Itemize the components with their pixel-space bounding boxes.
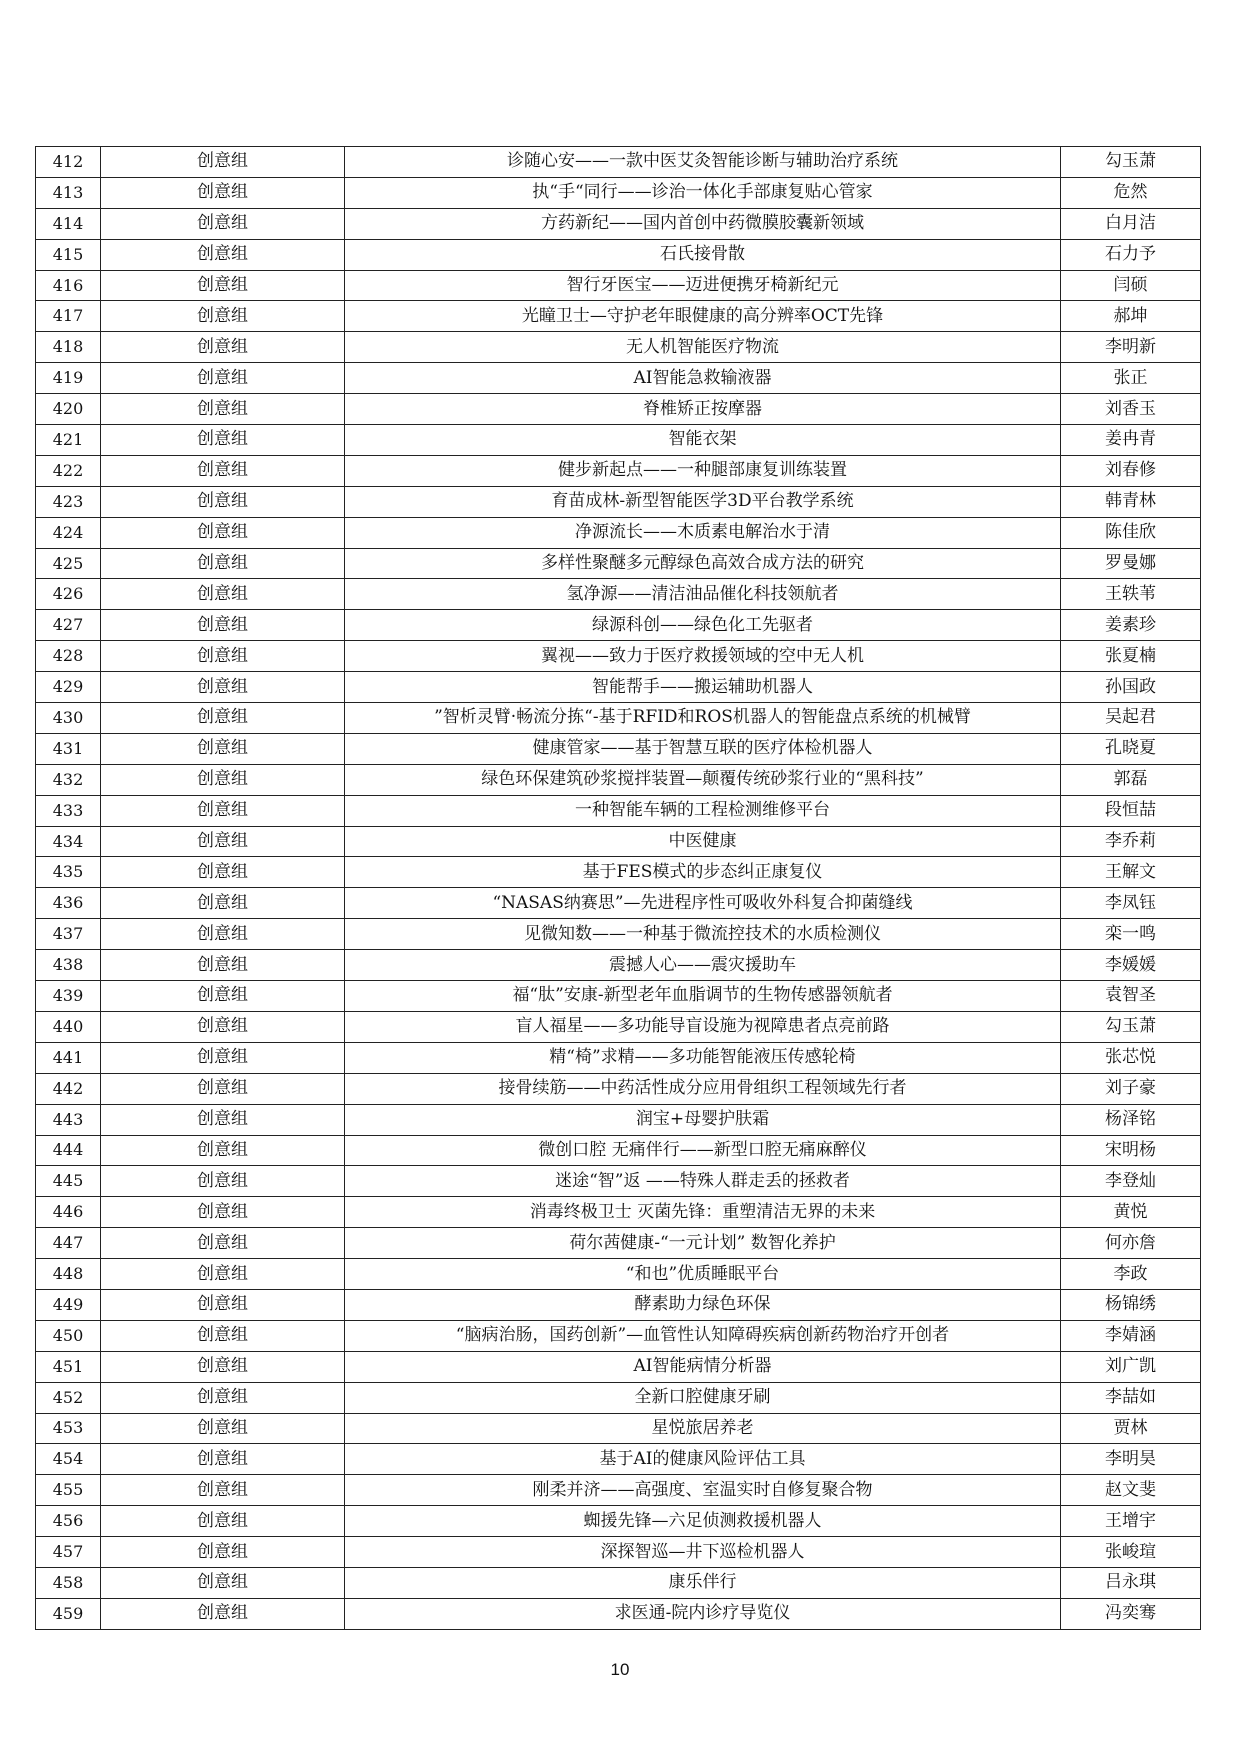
table-row [36, 1104, 1201, 1135]
project-name-cell: 基于FES模式的步态纠正康复仪 [345, 857, 1061, 888]
project-name-cell: 酵素助力绿色环保 [345, 1289, 1061, 1320]
group-cell: 创意组 [101, 425, 345, 456]
leader-name-cell: 吕永琪 [1061, 1567, 1201, 1598]
table-row [36, 703, 1201, 734]
group-cell: 创意组 [101, 517, 345, 548]
row-number-cell: 445 [36, 1166, 101, 1197]
leader-name-cell: 李政 [1061, 1259, 1201, 1290]
project-name-cell: 氢净源——清洁油品催化科技领航者 [345, 579, 1061, 610]
leader-name-cell: 王解文 [1061, 857, 1201, 888]
table-row [36, 1166, 1201, 1197]
page-number: 10 [610, 1660, 630, 1679]
group-cell: 创意组 [101, 239, 345, 270]
project-name-cell: 见微知数——一种基于微流控技术的水质检测仪 [345, 919, 1061, 950]
row-number-cell: 457 [36, 1537, 101, 1568]
project-name-cell: 刚柔并济——高强度、室温实时自修复聚合物 [345, 1475, 1061, 1506]
table-row [36, 1011, 1201, 1042]
project-name-cell: “NASAS纳赛思”—先进程序性可吸收外科复合抑菌缝线 [345, 888, 1061, 919]
leader-name-cell: 杨锦绣 [1061, 1289, 1201, 1320]
leader-name-cell: 王轶苇 [1061, 579, 1201, 610]
group-cell: 创意组 [101, 764, 345, 795]
row-number-cell: 447 [36, 1228, 101, 1259]
table-row [36, 733, 1201, 764]
group-cell: 创意组 [101, 1475, 345, 1506]
group-cell: 创意组 [101, 641, 345, 672]
project-name-cell: 多样性聚醚多元醇绿色高效合成方法的研究 [345, 548, 1061, 579]
leader-name-cell: 李登灿 [1061, 1166, 1201, 1197]
project-name-cell: 接骨续筋——中药活性成分应用骨组织工程领域先行者 [345, 1073, 1061, 1104]
group-cell: 创意组 [101, 363, 345, 394]
group-cell: 创意组 [101, 672, 345, 703]
table-row [36, 548, 1201, 579]
row-number-cell: 448 [36, 1259, 101, 1290]
project-name-cell: 深探智巡—井下巡检机器人 [345, 1537, 1061, 1568]
project-name-cell: ”智析灵臂·畅流分拣“-基于RFID和ROS机器人的智能盘点系统的机械臂 [345, 703, 1061, 734]
leader-name-cell: 李乔莉 [1061, 826, 1201, 857]
table-row [36, 1382, 1201, 1413]
project-name-cell: 基于AI的健康风险评估工具 [345, 1444, 1061, 1475]
group-cell: 创意组 [101, 1228, 345, 1259]
group-cell: 创意组 [101, 795, 345, 826]
leader-name-cell: 赵文斐 [1061, 1475, 1201, 1506]
table-row [36, 1351, 1201, 1382]
group-cell: 创意组 [101, 1289, 345, 1320]
row-number-cell: 412 [36, 147, 101, 178]
row-number-cell: 418 [36, 332, 101, 363]
leader-name-cell: 刘春修 [1061, 455, 1201, 486]
table-row [36, 826, 1201, 857]
leader-name-cell: 张正 [1061, 363, 1201, 394]
row-number-cell: 458 [36, 1567, 101, 1598]
row-number-cell: 436 [36, 888, 101, 919]
table-body [36, 147, 1201, 1630]
row-number-cell: 423 [36, 486, 101, 517]
table-row [36, 1567, 1201, 1598]
group-cell: 创意组 [101, 733, 345, 764]
leader-name-cell: 杨泽铭 [1061, 1104, 1201, 1135]
leader-name-cell: 贾林 [1061, 1413, 1201, 1444]
project-name-cell: 消毒终极卫士 灭菌先锋：重塑清洁无界的未来 [345, 1197, 1061, 1228]
row-number-cell: 417 [36, 301, 101, 332]
table-row [36, 1320, 1201, 1351]
table-row [36, 950, 1201, 981]
group-cell: 创意组 [101, 919, 345, 950]
leader-name-cell: 李婧涵 [1061, 1320, 1201, 1351]
project-name-cell: “脑病治肠，国药创新”—血管性认知障碍疾病创新药物治疗开创者 [345, 1320, 1061, 1351]
group-cell: 创意组 [101, 1598, 345, 1629]
row-number-cell: 459 [36, 1598, 101, 1629]
leader-name-cell: 何亦詹 [1061, 1228, 1201, 1259]
project-name-cell: 健康管家——基于智慧互联的医疗体检机器人 [345, 733, 1061, 764]
leader-name-cell: 李凤钰 [1061, 888, 1201, 919]
row-number-cell: 429 [36, 672, 101, 703]
project-name-cell: 一种智能车辆的工程检测维修平台 [345, 795, 1061, 826]
group-cell: 创意组 [101, 486, 345, 517]
table-row [36, 455, 1201, 486]
group-cell: 创意组 [101, 455, 345, 486]
table-row [36, 486, 1201, 517]
project-name-cell: 智能衣架 [345, 425, 1061, 456]
project-name-cell: 方药新纪——国内首创中药微膜胶囊新领域 [345, 208, 1061, 239]
project-name-cell: 精“椅”求精——多功能智能液压传感轮椅 [345, 1042, 1061, 1073]
table-row [36, 1506, 1201, 1537]
table-row [36, 888, 1201, 919]
table-row [36, 177, 1201, 208]
group-cell: 创意组 [101, 1197, 345, 1228]
table-row [36, 1598, 1201, 1629]
row-number-cell: 453 [36, 1413, 101, 1444]
group-cell: 创意组 [101, 548, 345, 579]
group-cell: 创意组 [101, 888, 345, 919]
leader-name-cell: 姜冉青 [1061, 425, 1201, 456]
table-row [36, 332, 1201, 363]
row-number-cell: 416 [36, 270, 101, 301]
table-row [36, 795, 1201, 826]
table-row [36, 1259, 1201, 1290]
group-cell: 创意组 [101, 1259, 345, 1290]
row-number-cell: 425 [36, 548, 101, 579]
leader-name-cell: 韩青林 [1061, 486, 1201, 517]
project-name-cell: 康乐伴行 [345, 1567, 1061, 1598]
project-name-cell: 执“手“同行——诊治一体化手部康复贴心管家 [345, 177, 1061, 208]
row-number-cell: 450 [36, 1320, 101, 1351]
project-name-cell: 润宝+母婴护肤霜 [345, 1104, 1061, 1135]
leader-name-cell: 刘广凯 [1061, 1351, 1201, 1382]
group-cell: 创意组 [101, 1506, 345, 1537]
table-row [36, 1413, 1201, 1444]
leader-name-cell: 危然 [1061, 177, 1201, 208]
project-name-cell: 荷尔茜健康-“一元计划” 数智化养护 [345, 1228, 1061, 1259]
table-row [36, 1135, 1201, 1166]
table-row [36, 1228, 1201, 1259]
leader-name-cell: 郝坤 [1061, 301, 1201, 332]
leader-name-cell: 郭磊 [1061, 764, 1201, 795]
group-cell: 创意组 [101, 1444, 345, 1475]
row-number-cell: 422 [36, 455, 101, 486]
row-number-cell: 427 [36, 610, 101, 641]
project-name-cell: 绿源科创——绿色化工先驱者 [345, 610, 1061, 641]
table-row [36, 363, 1201, 394]
row-number-cell: 415 [36, 239, 101, 270]
group-cell: 创意组 [101, 332, 345, 363]
row-number-cell: 434 [36, 826, 101, 857]
leader-name-cell: 吴起君 [1061, 703, 1201, 734]
project-name-cell: AI智能病情分析器 [345, 1351, 1061, 1382]
leader-name-cell: 栾一鸣 [1061, 919, 1201, 950]
table-row [36, 270, 1201, 301]
project-name-cell: 健步新起点——一种腿部康复训练装置 [345, 455, 1061, 486]
leader-name-cell: 姜素珍 [1061, 610, 1201, 641]
table-row [36, 919, 1201, 950]
row-number-cell: 449 [36, 1289, 101, 1320]
project-name-cell: “和也”优质睡眠平台 [345, 1259, 1061, 1290]
table-row [36, 394, 1201, 425]
leader-name-cell: 宋明杨 [1061, 1135, 1201, 1166]
table-row [36, 610, 1201, 641]
table-row [36, 425, 1201, 456]
group-cell: 创意组 [101, 177, 345, 208]
group-cell: 创意组 [101, 610, 345, 641]
table-row [36, 301, 1201, 332]
group-cell: 创意组 [101, 1351, 345, 1382]
table-row [36, 239, 1201, 270]
leader-name-cell: 李明新 [1061, 332, 1201, 363]
row-number-cell: 441 [36, 1042, 101, 1073]
project-name-cell: 智能帮手——搬运辅助机器人 [345, 672, 1061, 703]
leader-name-cell: 孔晓夏 [1061, 733, 1201, 764]
group-cell: 创意组 [101, 981, 345, 1012]
row-number-cell: 454 [36, 1444, 101, 1475]
group-cell: 创意组 [101, 1104, 345, 1135]
leader-name-cell: 陈佳欣 [1061, 517, 1201, 548]
project-name-cell: 绿色环保建筑砂浆搅拌装置—颠覆传统砂浆行业的“黑科技” [345, 764, 1061, 795]
group-cell: 创意组 [101, 1537, 345, 1568]
group-cell: 创意组 [101, 579, 345, 610]
row-number-cell: 430 [36, 703, 101, 734]
project-name-cell: 智行牙医宝——迈进便携牙椅新纪元 [345, 270, 1061, 301]
row-number-cell: 456 [36, 1506, 101, 1537]
table-row [36, 1289, 1201, 1320]
row-number-cell: 431 [36, 733, 101, 764]
table-row [36, 1475, 1201, 1506]
table-row [36, 857, 1201, 888]
row-number-cell: 439 [36, 981, 101, 1012]
leader-name-cell: 张峻瑄 [1061, 1537, 1201, 1568]
group-cell: 创意组 [101, 1011, 345, 1042]
group-cell: 创意组 [101, 1567, 345, 1598]
group-cell: 创意组 [101, 147, 345, 178]
leader-name-cell: 白月洁 [1061, 208, 1201, 239]
row-number-cell: 438 [36, 950, 101, 981]
row-number-cell: 455 [36, 1475, 101, 1506]
row-number-cell: 424 [36, 517, 101, 548]
project-name-cell: 育苗成林-新型智能医学3D平台教学系统 [345, 486, 1061, 517]
row-number-cell: 451 [36, 1351, 101, 1382]
project-name-cell: 震撼人心——震灾援助车 [345, 950, 1061, 981]
row-number-cell: 432 [36, 764, 101, 795]
group-cell: 创意组 [101, 1382, 345, 1413]
leader-name-cell: 孙国政 [1061, 672, 1201, 703]
project-name-cell: 求医通-院内诊疗导览仪 [345, 1598, 1061, 1629]
project-name-cell: 迷途“智”返 ——特殊人群走丢的拯救者 [345, 1166, 1061, 1197]
leader-name-cell: 李媛媛 [1061, 950, 1201, 981]
group-cell: 创意组 [101, 1166, 345, 1197]
group-cell: 创意组 [101, 208, 345, 239]
group-cell: 创意组 [101, 1135, 345, 1166]
row-number-cell: 426 [36, 579, 101, 610]
row-number-cell: 440 [36, 1011, 101, 1042]
group-cell: 创意组 [101, 301, 345, 332]
leader-name-cell: 李明昊 [1061, 1444, 1201, 1475]
project-name-cell: 全新口腔健康牙刷 [345, 1382, 1061, 1413]
group-cell: 创意组 [101, 1073, 345, 1104]
project-name-cell: 脊椎矫正按摩器 [345, 394, 1061, 425]
table-row [36, 1042, 1201, 1073]
leader-name-cell: 石力予 [1061, 239, 1201, 270]
row-number-cell: 444 [36, 1135, 101, 1166]
group-cell: 创意组 [101, 1320, 345, 1351]
leader-name-cell: 勾玉萧 [1061, 147, 1201, 178]
table-row [36, 208, 1201, 239]
project-name-cell: AI智能急救输液器 [345, 363, 1061, 394]
row-number-cell: 413 [36, 177, 101, 208]
row-number-cell: 414 [36, 208, 101, 239]
project-name-cell: 翼视——致力于医疗救援领域的空中无人机 [345, 641, 1061, 672]
table-row [36, 1444, 1201, 1475]
group-cell: 创意组 [101, 270, 345, 301]
row-number-cell: 442 [36, 1073, 101, 1104]
group-cell: 创意组 [101, 950, 345, 981]
leader-name-cell: 袁智圣 [1061, 981, 1201, 1012]
table-row [36, 764, 1201, 795]
group-cell: 创意组 [101, 394, 345, 425]
row-number-cell: 452 [36, 1382, 101, 1413]
project-name-cell: 微创口腔 无痛伴行——新型口腔无痛麻醉仪 [345, 1135, 1061, 1166]
project-name-cell: 中医健康 [345, 826, 1061, 857]
leader-name-cell: 冯奕骞 [1061, 1598, 1201, 1629]
table-row [36, 517, 1201, 548]
leader-name-cell: 刘香玉 [1061, 394, 1201, 425]
project-name-cell: 蜘援先锋—六足侦测救援机器人 [345, 1506, 1061, 1537]
group-cell: 创意组 [101, 857, 345, 888]
group-cell: 创意组 [101, 703, 345, 734]
table-row [36, 641, 1201, 672]
project-name-cell: 福“肽”安康-新型老年血脂调节的生物传感器领航者 [345, 981, 1061, 1012]
table-row [36, 1537, 1201, 1568]
table-row [36, 1073, 1201, 1104]
table-row [36, 147, 1201, 178]
project-name-cell: 无人机智能医疗物流 [345, 332, 1061, 363]
leader-name-cell: 罗曼娜 [1061, 548, 1201, 579]
table-row [36, 579, 1201, 610]
table-row [36, 981, 1201, 1012]
row-number-cell: 446 [36, 1197, 101, 1228]
row-number-cell: 437 [36, 919, 101, 950]
project-name-cell: 净源流长——木质素电解治水于清 [345, 517, 1061, 548]
group-cell: 创意组 [101, 1413, 345, 1444]
leader-name-cell: 张芯悦 [1061, 1042, 1201, 1073]
row-number-cell: 420 [36, 394, 101, 425]
project-name-cell: 盲人福星——多功能导盲设施为视障患者点亮前路 [345, 1011, 1061, 1042]
row-number-cell: 421 [36, 425, 101, 456]
leader-name-cell: 闫硕 [1061, 270, 1201, 301]
leader-name-cell: 王增宇 [1061, 1506, 1201, 1537]
row-number-cell: 435 [36, 857, 101, 888]
results-table [35, 146, 1201, 1630]
leader-name-cell: 李喆如 [1061, 1382, 1201, 1413]
row-number-cell: 443 [36, 1104, 101, 1135]
table-row [36, 672, 1201, 703]
leader-name-cell: 黄悦 [1061, 1197, 1201, 1228]
leader-name-cell: 刘子豪 [1061, 1073, 1201, 1104]
leader-name-cell: 张夏楠 [1061, 641, 1201, 672]
leader-name-cell: 勾玉萧 [1061, 1011, 1201, 1042]
row-number-cell: 433 [36, 795, 101, 826]
project-name-cell: 光瞳卫士—守护老年眼健康的高分辨率OCT先锋 [345, 301, 1061, 332]
row-number-cell: 428 [36, 641, 101, 672]
group-cell: 创意组 [101, 826, 345, 857]
project-name-cell: 诊随心安——一款中医艾灸智能诊断与辅助治疗系统 [345, 147, 1061, 178]
leader-name-cell: 段恒喆 [1061, 795, 1201, 826]
group-cell: 创意组 [101, 1042, 345, 1073]
project-name-cell: 石氏接骨散 [345, 239, 1061, 270]
project-name-cell: 星悦旅居养老 [345, 1413, 1061, 1444]
table-row [36, 1197, 1201, 1228]
row-number-cell: 419 [36, 363, 101, 394]
